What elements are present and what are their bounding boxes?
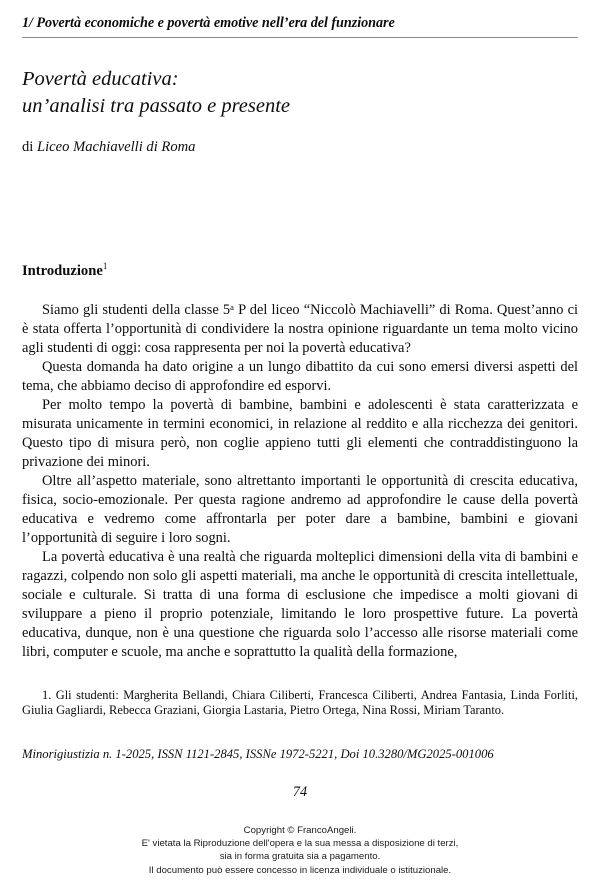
running-head: 1/ Povertà economiche e povertà emotive nell’era del funzionare <box>22 15 395 31</box>
footnote-item: 1. Gli studenti: Margherita Bellandi, Chiara Ciliberti, Francesca Ciliberti, Andrea Fantasia, Linda Forliti, Giulia Gagliardi, Rebecca Graziani, Giorgia Lastaria, Pietro Ortega, Nina Rossi, Miriam Taranto. <box>22 687 578 718</box>
section-heading-label: Introduzione <box>22 263 103 280</box>
byline-author: Liceo Machiavelli di Roma <box>37 138 196 155</box>
paragraph: Oltre all’aspetto materiale, sono altrettanto importanti le opportunità di crescita educativa, fisica, socio-emozionale. Per questa ragione andremo ad approfondire le cause della povertà educativa e vedremo come affrontarla per poter dare a bambine, bambini e giovani l’opportunità di seguire i loro sogni. <box>22 472 578 546</box>
copyright-notice <box>0 824 600 877</box>
section-heading <box>22 263 578 281</box>
article-title <box>22 66 578 120</box>
running-head-rule <box>22 37 578 38</box>
paragraph: Per molto tempo la povertà di bambine, bambini e adolescenti è stata caratterizzata e misurata unicamente in termini economici, in relazione al reddito e alla ricchezza dei genitori. Questo tipo di misura però, non coglie appieno tutti gli elementi che contraddistinguono la privazione dei minori. <box>22 396 578 470</box>
footnote-reference-marker: 1 <box>102 261 108 272</box>
copyright-line-4: Il documento può essere concesso in licenza individuale o istituzionale. <box>148 864 452 876</box>
page-number: 74 <box>292 783 308 800</box>
paragraph: Questa domanda ha dato origine a un lungo dibattito da cui sono emersi diversi aspetti del tema, che abbiamo deciso di approfondire ed esporvi. <box>22 358 578 394</box>
body-copy <box>22 301 578 662</box>
article-title-line-1: Povertà educativa: <box>22 67 179 90</box>
copyright-line-2: E' vietata la Riproduzione dell'opera e la sua messa a disposizione di terzi, <box>141 838 459 850</box>
byline-label: di <box>22 138 37 155</box>
article-title-line-2: un’analisi tra passato e presente <box>22 94 291 117</box>
copyright-line-1: Copyright © FrancoAngeli. <box>243 825 357 836</box>
journal-source-line: Minorigiustizia n. 1-2025, ISSN 1121-2845, ISSNe 1972-5221, Doi 10.3280/MG2025-001006 <box>22 746 494 761</box>
paragraph: La povertà educativa è una realtà che riguarda molteplici dimensioni della vita di bambini e ragazzi, colpendo non solo gli aspetti materiali, ma anche le opportunità di crescita intellettuale, sociale e culturale. Si tratta di una forma di esclusione che impedisce a molti giovani di sviluppare a pieno il proprio potenziale, limitando le loro prospettive future. La povertà educativa, dunque, non è una questione che riguarda solo l’accesso alle risorse materiali come libri, computer e scuole, ma anche e soprattutto la qualità della formazione, <box>22 548 578 660</box>
page-content-column <box>22 0 578 801</box>
copyright-line-3: sia in forma gratuita sia a pagamento. <box>219 851 381 863</box>
paragraph: Siamo gli studenti della classe 5ᵃ P del liceo “Niccolò Machiavelli” di Roma. Quest’anno ci è stata offerta l’opportunità di condividere la nostra opinione riguardante un tema molto vicino agli studenti di oggi: cosa rappresenta per noi la povertà educativa? <box>22 301 578 356</box>
byline <box>22 139 578 157</box>
footnote-block <box>22 688 578 719</box>
